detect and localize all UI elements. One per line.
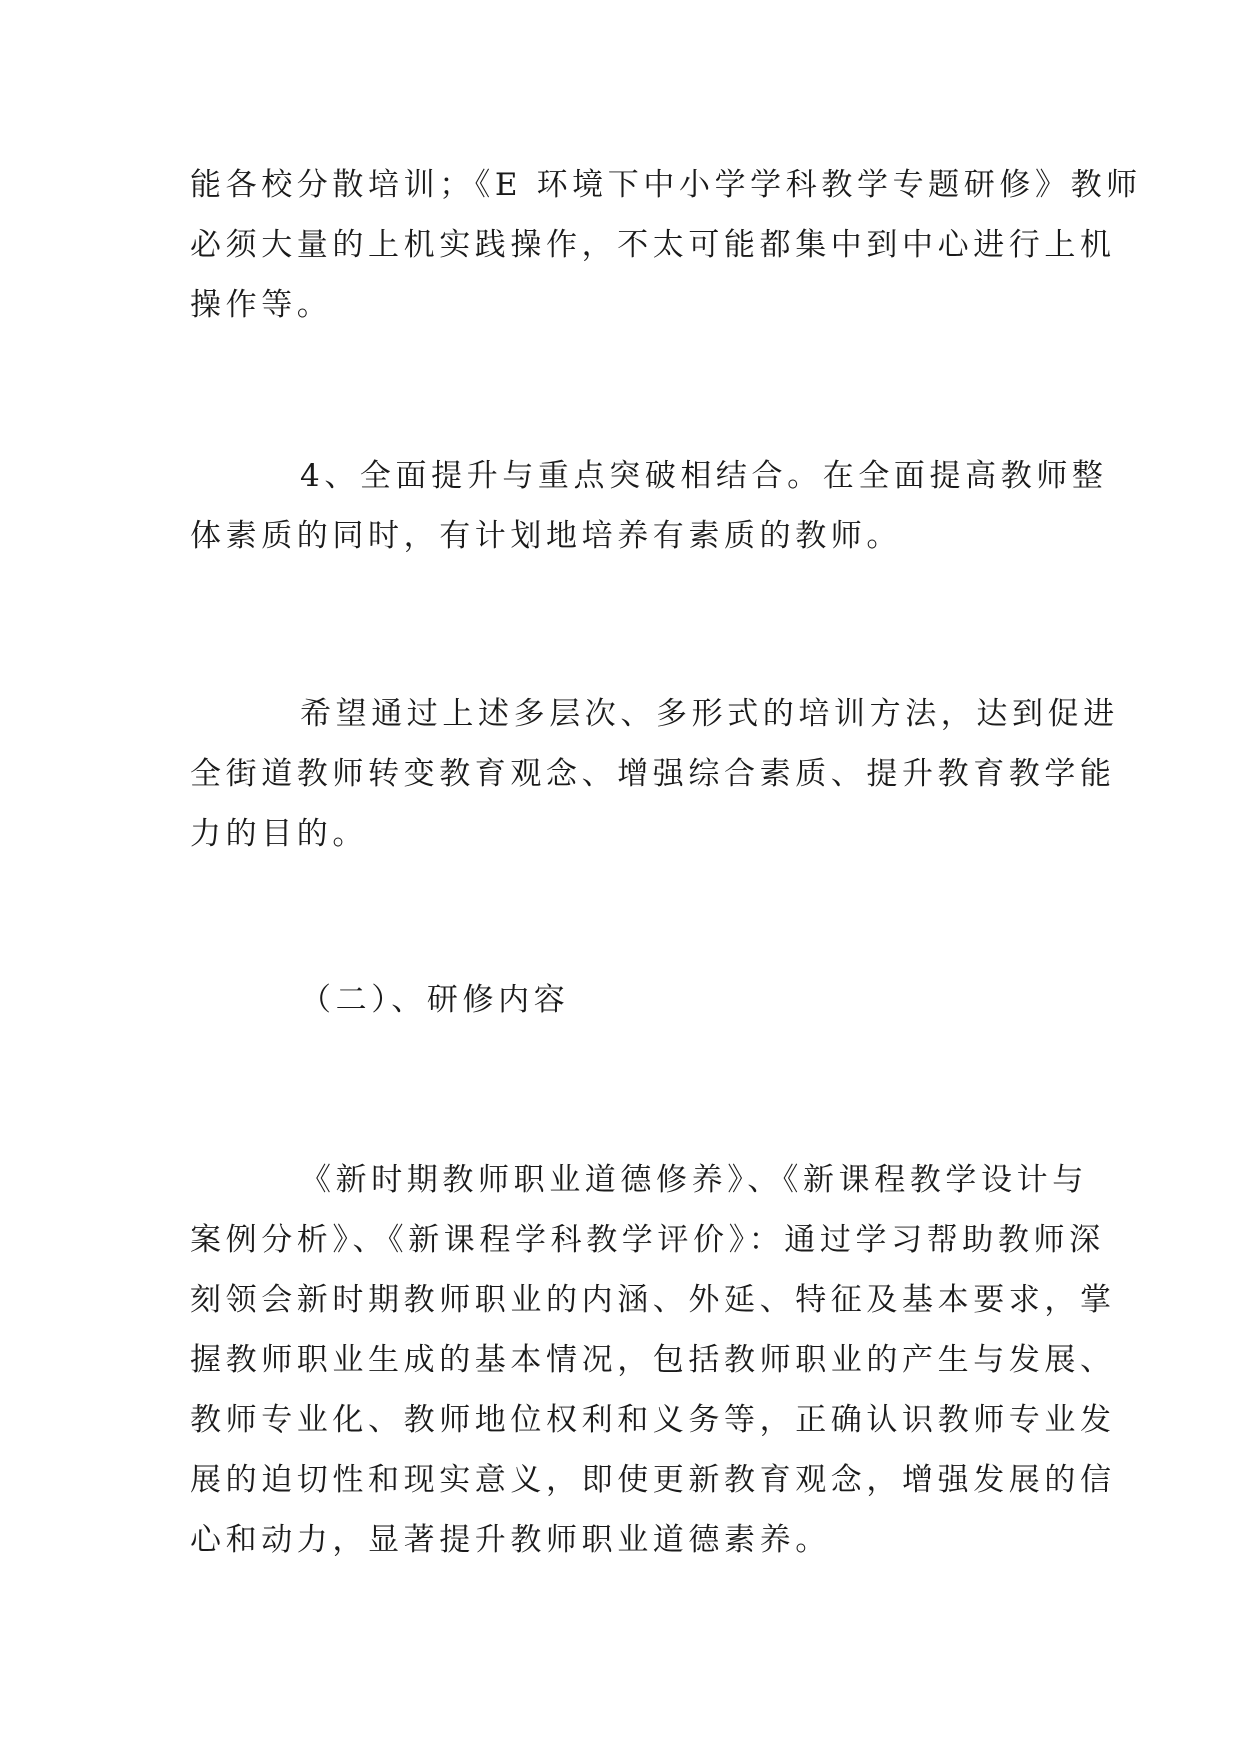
text-line: 力的目的。 [190, 816, 368, 852]
text-line: 必须大量的上机实践操作，不太可能都集中到中心进行上机 [190, 227, 1116, 263]
text-line: 刻领会新时期教师职业的内涵、外延、特征及基本要求，掌 [190, 1282, 1116, 1318]
text-line: 全街道教师转变教育观念、增强综合素质、提升教育教学能 [190, 756, 1116, 792]
section-heading [190, 970, 1070, 1030]
text-line: 4、全面提升与重点突破相结合。在全面提高教师整 [300, 458, 1108, 494]
text-line: 心和动力，显著提升教师职业道德素养。 [190, 1522, 831, 1558]
text-line: 体素质的同时，有计划地培养有素质的教师。 [190, 518, 902, 554]
text-line: 能各校分散培训；《E 环境下中小学学科教学专题研修》教师 [190, 167, 1142, 203]
text-line: 希望通过上述多层次、多形式的培训方法，达到促进 [300, 696, 1119, 732]
paragraph-study-content [190, 1150, 1116, 1570]
text-line: 《新时期教师职业道德修养》、《新课程教学设计与 [300, 1162, 1088, 1198]
paragraph-point-4 [190, 446, 1108, 566]
text-line: 案例分析》、《新课程学科教学评价》：通过学习帮助教师深 [190, 1222, 1105, 1258]
heading-text: （二）、研修内容 [300, 982, 570, 1018]
paragraph-summary [190, 684, 1119, 864]
text-line: 握教师职业生成的基本情况，包括教师职业的产生与发展、 [190, 1342, 1116, 1378]
text-line: 展的迫切性和现实意义，即使更新教育观念，增强发展的信 [190, 1462, 1116, 1498]
text-line: 教师专业化、教师地位权利和义务等，正确认识教师专业发 [190, 1402, 1116, 1438]
text-line: 操作等。 [190, 287, 333, 323]
paragraph-training-methods-continued [190, 155, 1142, 335]
